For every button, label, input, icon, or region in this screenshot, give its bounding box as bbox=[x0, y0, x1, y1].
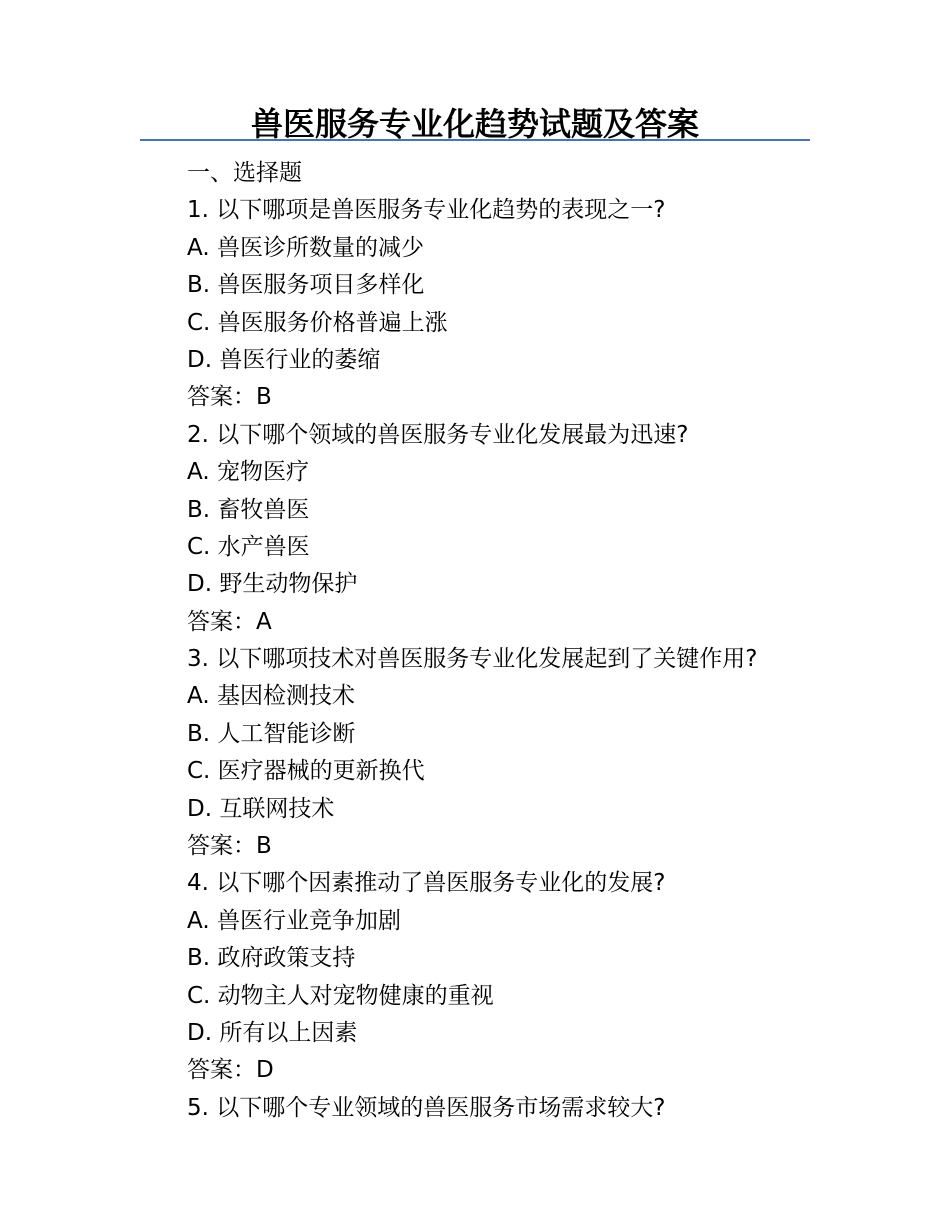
option-c: C. 水产兽医 bbox=[187, 533, 310, 560]
option-c: C. 兽医服务价格普遍上涨 bbox=[187, 309, 448, 336]
option-d: D. 兽医行业的萎缩 bbox=[187, 346, 381, 373]
document-title: 兽医服务专业化趋势试题及答案 bbox=[250, 105, 699, 143]
section-heading: 一、选择题 bbox=[187, 160, 302, 186]
answer-text: 答案：B bbox=[187, 833, 272, 860]
option-b: B. 兽医服务项目多样化 bbox=[187, 272, 425, 299]
document-body bbox=[187, 155, 827, 1127]
option-a: A. 兽医诊所数量的减少 bbox=[187, 234, 424, 261]
answer-text: 答案：D bbox=[187, 1057, 274, 1084]
option-d: D. 互联网技术 bbox=[187, 795, 335, 822]
question-text: 5. 以下哪个专业领域的兽医服务市场需求较大? bbox=[187, 1094, 666, 1121]
title-underline bbox=[140, 139, 810, 141]
option-d: D. 野生动物保护 bbox=[187, 571, 358, 598]
option-c: C. 动物主人对宠物健康的重视 bbox=[187, 982, 494, 1009]
option-b: B. 政府政策支持 bbox=[187, 945, 356, 972]
option-d: D. 所有以上因素 bbox=[187, 1019, 358, 1046]
question-text: 2. 以下哪个领域的兽医服务专业化发展最为迅速? bbox=[187, 421, 689, 448]
question-text: 4. 以下哪个因素推动了兽医服务专业化的发展? bbox=[187, 870, 666, 897]
option-a: A. 基因检测技术 bbox=[187, 683, 355, 710]
answer-text: 答案：A bbox=[187, 608, 272, 635]
option-a: A. 宠物医疗 bbox=[187, 459, 309, 486]
option-b: B. 畜牧兽医 bbox=[187, 496, 310, 523]
question-text: 1. 以下哪项是兽医服务专业化趋势的表现之一? bbox=[187, 197, 666, 224]
option-b: B. 人工智能诊断 bbox=[187, 720, 356, 747]
answer-text: 答案：B bbox=[187, 384, 272, 411]
question-text: 3. 以下哪项技术对兽医服务专业化发展起到了关键作用? bbox=[187, 646, 758, 673]
option-a: A. 兽医行业竞争加剧 bbox=[187, 907, 401, 934]
option-c: C. 医疗器械的更新换代 bbox=[187, 758, 425, 785]
